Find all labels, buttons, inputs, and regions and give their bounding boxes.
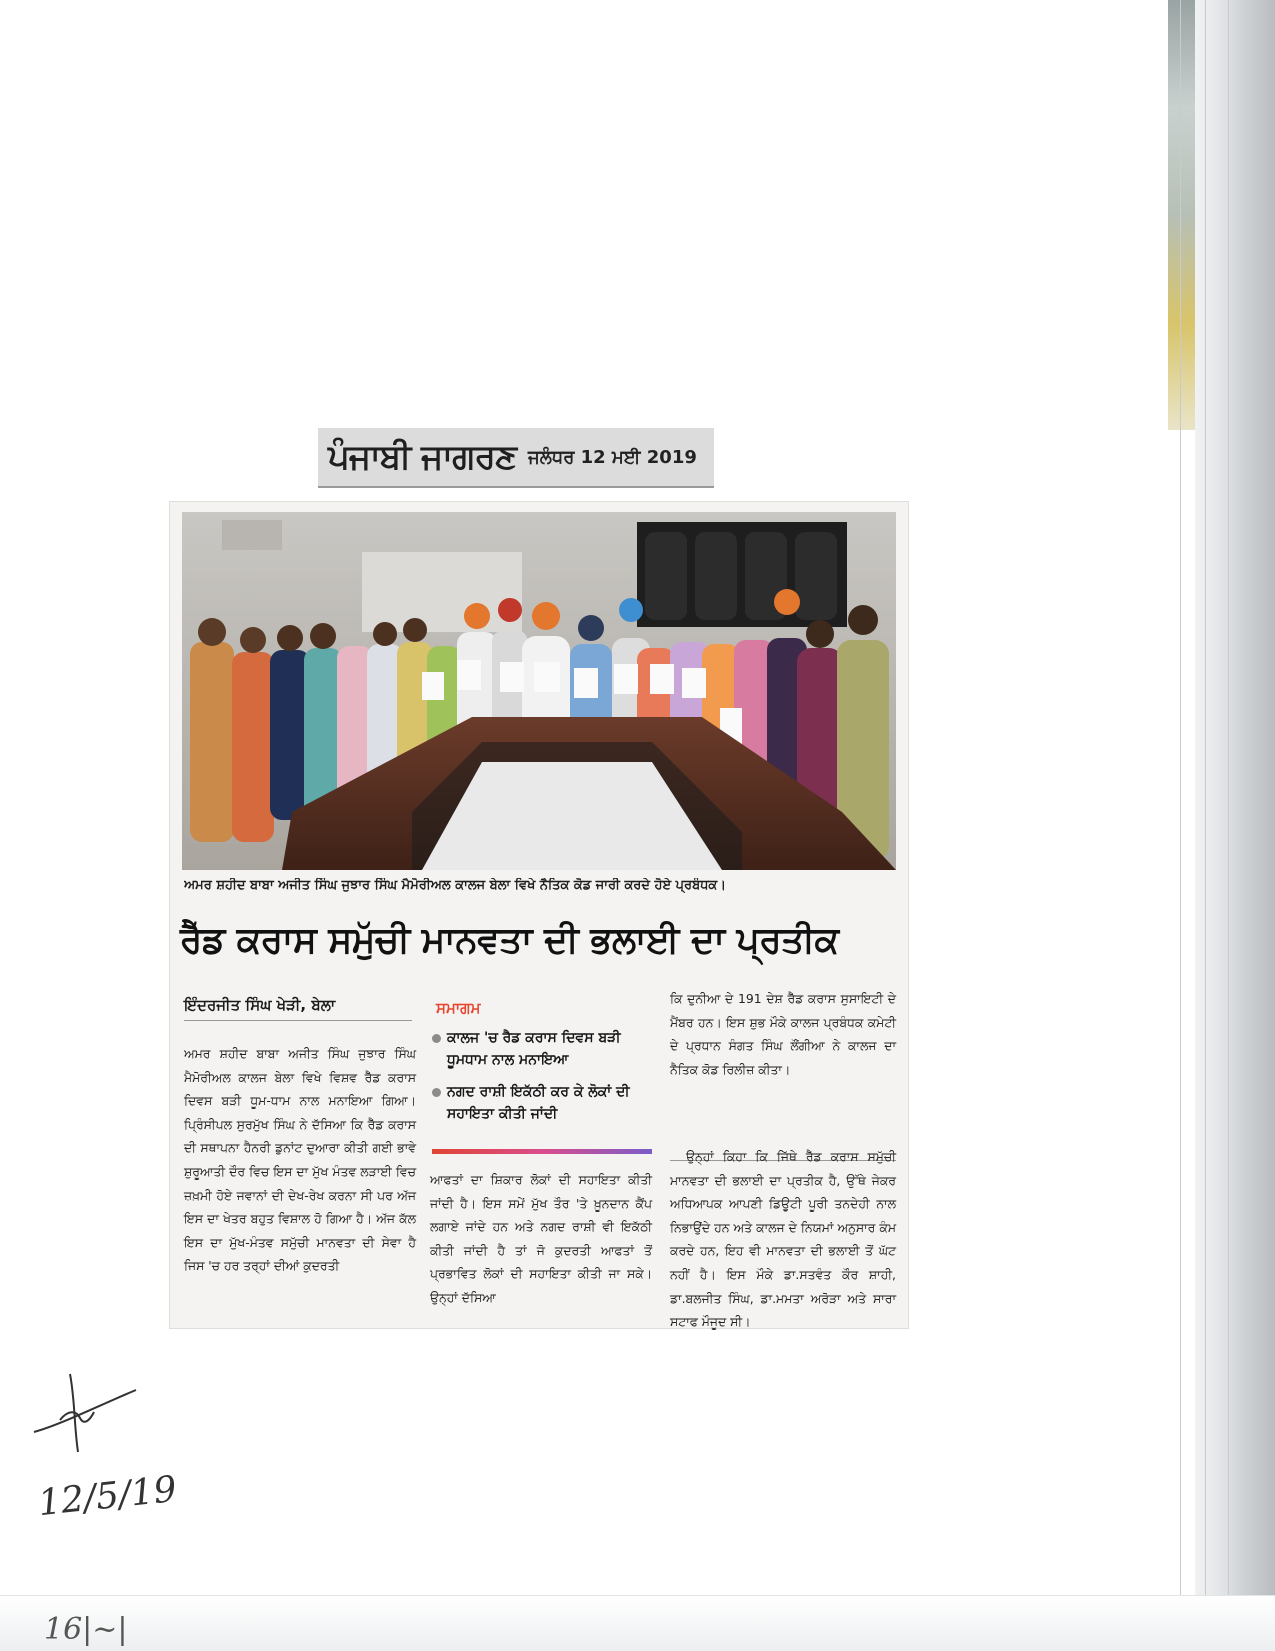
article-headline: ਰੈੱਡ ਕਰਾਸ ਸਮੁੱਚੀ ਮਾਨਵਤਾ ਦੀ ਭਲਾਈ ਦਾ ਪ੍ਰਤੀਕ — [180, 920, 839, 961]
highlight-text: ਕਾਲਜ 'ਚ ਰੈਡ ਕਰਾਸ ਦਿਵਸ ਬੜੀ ਧੂਮਧਾਮ ਨਾਲ ਮਨਾਇਆ — [447, 1030, 621, 1068]
article-byline: ਇੰਦਰਜੀਤ ਸਿੰਘ ਖੇੜੀ, ਬੇਲਾ — [184, 996, 412, 1021]
handwritten-date: 12/5/19 — [36, 1468, 179, 1525]
bullet-icon — [432, 1034, 441, 1043]
paper-sheet-edge — [1180, 0, 1181, 1650]
news-clipping — [170, 502, 908, 1328]
highlights-divider — [432, 1149, 652, 1154]
newspaper-name: ਪੰਜਾਬੀ ਜਾਗਰਣ — [328, 437, 516, 477]
handwritten-signature — [30, 1370, 140, 1460]
group-photo-illustration — [182, 512, 896, 870]
photo-caption: ਅਮਰ ਸ਼ਹੀਦ ਬਾਬਾ ਅਜੀਤ ਸਿੰਘ ਜੁਝਾਰ ਸਿੰਘ ਮੈਮੋਰੀਅਲ ਕਾਲਜ ਬੇਲਾ ਵਿਖੇ ਨੈਤਿਕ ਕੋਡ ਜਾਰੀ ਕਰਦੇ ਹੋਏ ਪ੍ਰਬੰਧਕ। — [184, 878, 727, 893]
paper-bottom-edge — [0, 1595, 1275, 1651]
bullet-icon — [432, 1088, 441, 1097]
highlights-box — [432, 998, 654, 1125]
paper-sheet-edge — [1205, 0, 1206, 1650]
paper-sheet-edge — [1228, 0, 1229, 1650]
newspaper-dateline: ਜਲੰਧਰ 12 ਮਈ 2019 — [527, 446, 697, 468]
article-column-2: ਆਫਤਾਂ ਦਾ ਸ਼ਿਕਾਰ ਲੋਕਾਂ ਦੀ ਸਹਾਇਤਾ ਕੀਤੀ ਜਾਂਦੀ ਹੈ। ਇਸ ਸਮੇਂ ਮੁੱਖ ਤੌਰ 'ਤੇ ਖ਼ੂਨਦਾਨ ਕੈਂਪ ਲਗਾਏ ਜਾਂਦੇ ਹਨ ਅਤੇ ਨਗਦ ਰਾਸ਼ੀ ਵੀ ਇਕੱਠੀ ਕੀਤੀ ਜਾਂਦੀ ਹੈ ਤਾਂ ਜੋ ਕੁਦਰਤੀ ਆਫਤਾਂ ਤੋਂ ਪ੍ਰਭਾਵਿਤ ਲੋਕਾਂ ਦੀ ਸਹਾਇਤਾ ਕੀਤੀ ਜਾ ਸਕੇ। ਉਨ੍ਹਾਂ ਦੱਸਿਆ — [430, 1172, 652, 1305]
highlight-item — [432, 1081, 654, 1125]
news-photo — [182, 512, 896, 870]
highlights-label: ਸਮਾਗਮ — [436, 999, 481, 1017]
article-column-4: ਉਨ੍ਹਾਂ ਕਿਹਾ ਕਿ ਜਿੱਥੇ ਰੈੱਡ ਕਰਾਸ ਸਮੁੱਚੀ ਮਾਨਵਤਾ ਦੀ ਭਲਾਈ ਦਾ ਪ੍ਰਤੀਕ ਹੈ, ਉੱਥੇ ਜੇਕਰ ਅਧਿਆਪਕ ਆਪਣੀ ਡਿਊਟੀ ਪੂਰੀ ਤਨਦੇਹੀ ਨਾਲ ਨਿਭਾਉਂਦੇ ਹਨ ਅਤੇ ਕਾਲਜ ਦੇ ਨਿਯਮਾਂ ਅਨੁਸਾਰ ਕੰਮ ਕਰਦੇ ਹਨ, ਇਹ ਵੀ ਮਾਨਵਤਾ ਦੀ ਭਲਾਈ ਤੋਂ ਘੱਟ ਨਹੀਂ ਹੈ। ਇਸ ਮੌਕੇ ਡਾ.ਸਤਵੰਤ ਕੌਰ ਸ਼ਾਹੀ, ਡਾ.ਬਲਜੀਤ ਸਿੰਘ, ਡਾ.ਮਮਤਾ ਅਰੋੜਾ ਅਤੇ ਸਾਰਾ ਸਟਾਫ ਮੌਜੂਦ ਸੀ। — [670, 1149, 896, 1330]
newspaper-masthead — [318, 428, 714, 488]
article-column-1: ਅਮਰ ਸ਼ਹੀਦ ਬਾਬਾ ਅਜੀਤ ਸਿੰਘ ਜੁਝਾਰ ਸਿੰਘ ਮੈਮੋਰੀਅਲ ਕਾਲਜ ਬੇਲਾ ਵਿਖੇ ਵਿਸ਼ਵ ਰੈੱਡ ਕਰਾਸ ਦਿਵਸ ਬੜੀ ਧੂਮ-ਧਾਮ ਨਾਲ ਮਨਾਇਆ ਗਿਆ। ਪ੍ਰਿੰਸੀਪਲ ਸੁਰਮੁੱਖ ਸਿੰਘ ਨੇ ਦੱਸਿਆ ਕਿ ਰੈੱਡ ਕਰਾਸ ਦੀ ਸਥਾਪਨਾ ਹੈਨਰੀ ਡੁਨਾਂਟ ਦੁਆਰਾ ਕੀਤੀ ਗਈ ਭਾਵੇ ਸ਼ੁਰੂਆਤੀ ਦੌਰ ਵਿਚ ਇਸ ਦਾ ਮੁੱਖ ਮੰਤਵ ਲੜਾਈ ਵਿਚ ਜ਼ਖ਼ਮੀ ਹੋਏ ਜਵਾਨਾਂ ਦੀ ਦੇਖ-ਰੇਖ ਕਰਨਾ ਸੀ ਪਰ ਅੱਜ ਇਸ ਦਾ ਖੇਤਰ ਬਹੁਤ ਵਿਸ਼ਾਲ ਹੋ ਗਿਆ ਹੈ। ਅੱਜ ਕੱਲ ਇਸ ਦਾ ਮੁੱਖ-ਮੰਤਵ ਸਮੁੱਚੀ ਮਾਨਵਤਾ ਦੀ ਸੇਵਾ ਹੈ ਜਿਸ 'ਚ ਹਰ ਤਰ੍ਹਾਂ ਦੀਆਂ ਕੁਦਰਤੀ — [184, 1046, 416, 1274]
highlight-text: ਨਗਦ ਰਾਸ਼ੀ ਇਕੱਠੀ ਕਰ ਕੇ ਲੋਕਾਂ ਦੀ ਸਹਾਇਤਾ ਕੀਤੀ ਜਾਂਦੀ — [447, 1084, 630, 1122]
article-column-3: ਕਿ ਦੁਨੀਆ ਦੇ 191 ਦੇਸ਼ ਰੈੱਡ ਕਰਾਸ ਸੁਸਾਇਟੀ ਦੇ ਮੈਂਬਰ ਹਨ। ਇਸ ਸ਼ੁਭ ਮੌਕੇ ਕਾਲਜ ਪ੍ਰਬੰਧਕ ਕਮੇਟੀ ਦੇ ਪ੍ਰਧਾਨ ਸੰਗਤ ਸਿੰਘ ਲੌਂਗੀਆ ਨੇ ਕਾਲਜ ਦਾ ਨੈਤਿਕ ਕੋਡ ਰਿਲੀਜ਼ ਕੀਤਾ। — [670, 991, 896, 1077]
highlight-item — [432, 1027, 654, 1071]
paper-stack-edge — [1195, 0, 1275, 1650]
handwritten-mark: 16|~| — [44, 1612, 128, 1647]
